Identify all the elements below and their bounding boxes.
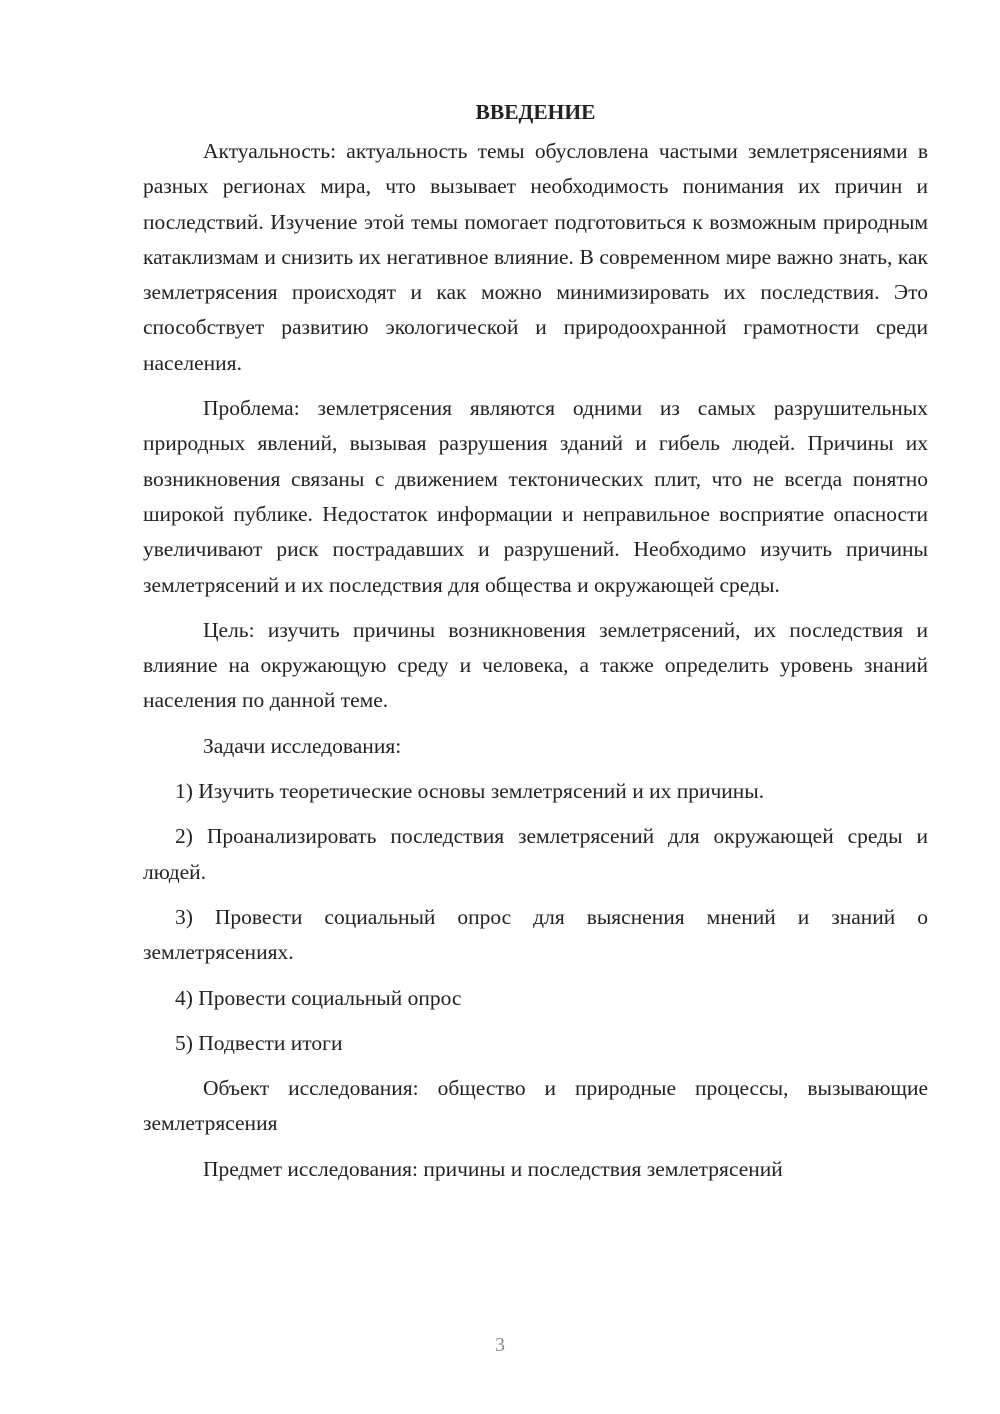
object-paragraph: Объект исследования: общество и природные процессы, вызывающие землетрясения: [143, 1076, 928, 1136]
relevance-paragraph: Актуальность: актуальность темы обусловлена частыми землетрясениями в разных регионах мира, что вызывает необходимость понимания их причин и последствий. Изучение этой темы помогает подготовиться к возможным природным катаклизмам и снизить их негативное влияние. В современном мире важно знать, как землетрясения происходят и как можно минимизировать их последствия. Это способствует развитию экологической и природоохранной грамотности среди населения.: [143, 139, 928, 375]
task-item-4: 4) Провести социальный опрос: [175, 985, 462, 1010]
section-title: ВВЕДЕНИЕ: [475, 100, 596, 124]
task-item-2: 2) Проанализировать последствия землетрясений для окружающей среды и людей.: [143, 824, 928, 884]
task-item-3: 3) Провести социальный опрос для выяснения мнений и знаний о землетрясениях.: [143, 904, 928, 965]
tasks-heading: Задачи исследования:: [203, 733, 402, 758]
subject-paragraph: Предмет исследования: причины и последствия землетрясений: [203, 1156, 783, 1181]
page-number: 3: [495, 1334, 505, 1356]
task-item-5: 5) Подвести итоги: [175, 1030, 343, 1055]
task-item-1: 1) Изучить теоретические основы землетрясений и их причины.: [175, 779, 765, 804]
problem-paragraph: Проблема: землетрясения являются одними из самых разрушительных природных явлений, вызывая разрушения зданий и гибель людей. Причины их возникновения связаны с движением тектонических плит, что не всегда понятно широкой публике. Недостаток информации и неправильное восприятие опасности увеличивают риск пострадавших и разрушений. Необходимо изучить причины землетрясений и их последствия для общества и окружающей среды.: [143, 396, 928, 597]
goal-paragraph: Цель: изучить причины возникновения землетрясений, их последствия и влияние на окружающую среду и человека, а также определить уровень знаний населения по данной теме.: [143, 617, 928, 713]
page-content: [143, 96, 928, 1187]
